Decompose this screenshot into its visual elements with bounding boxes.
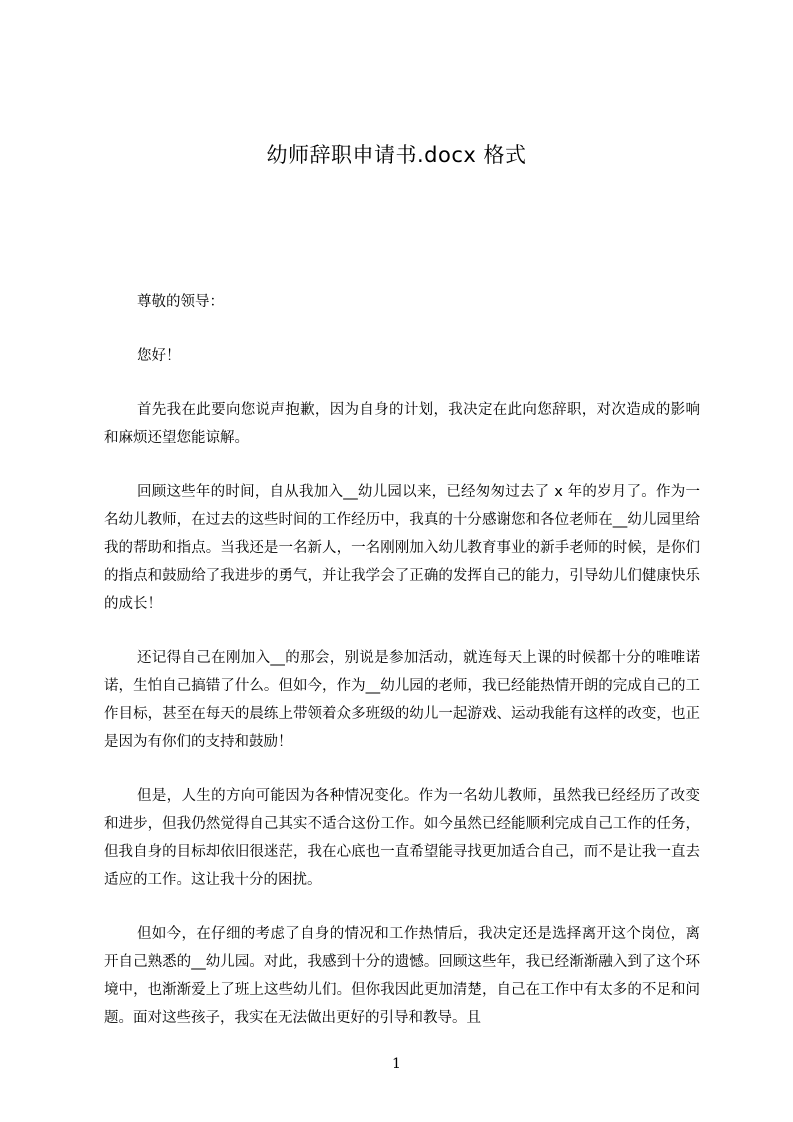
- greeting: 您好！: [137, 348, 181, 364]
- paragraph-memories: 还记得自己在刚加入__的那会，别说是参加活动，就连每天上课的时候都十分的唯唯诺诺，生怕自己搞错了什么。但如今，作为__幼儿园的老师，我已经能热情开朗的完成自己的工作目标，甚至在每天的晨练上带领着众多班级的幼儿一起游戏、运动我能有这样的改变，也正是因为有你们的支持和鼓励！: [104, 650, 700, 750]
- paragraph-apology: 首先我在此要向您说声抱歉，因为自身的计划，我决定在此向您辞职，对次造成的影响和麻烦还望您能谅解。: [104, 402, 700, 446]
- paragraph-review: 回顾这些年的时间，自从我加入__幼儿园以来，已经匆匆过去了 x 年的岁月了。作为一名幼儿教师，在过去的这些时间的工作经历中，我真的十分感谢您和各位老师在__幼儿园里给我的帮助和指点。当我还是一名新人，一名刚刚加入幼儿教育事业的新手老师的时候，是你们的指点和鼓励给了我进步的勇气，并让我学会了正确的发挥自己的能力，引导幼儿们健康快乐的成长！: [104, 484, 700, 612]
- page-number: 1: [392, 1056, 401, 1072]
- salutation: 尊敬的领导：: [137, 294, 224, 310]
- document-title: 幼师辞职申请书.docx 格式: [266, 143, 527, 167]
- paragraph-direction: 但是，人生的方向可能因为各种情况变化。作为一名幼儿教师，虽然我已经经历了改变和进步，但我仍然觉得自己其实不适合这份工作。如今虽然已经能顺利完成自己工作的任务，但我自身的目标却依旧很迷茫，我在心底也一直希望能寻找更加适合自己，而不是让我一直去适应的工作。这让我十分的困扰。: [104, 788, 700, 888]
- document-body: [104, 288, 700, 1058]
- paragraph-decision: 但如今，在仔细的考虑了自身的情况和工作热情后，我决定还是选择离开这个岗位，离开自己熟悉的__幼儿园。对此，我感到十分的遗憾。回顾这些年，我已经渐渐融入到了这个环境中，也渐渐爱上了班上这些幼儿们。但你我因此更加清楚，自己在工作中有太多的不足和问题。面对这些孩子，我实在无法做出更好的引导和教导。且: [104, 926, 700, 1026]
